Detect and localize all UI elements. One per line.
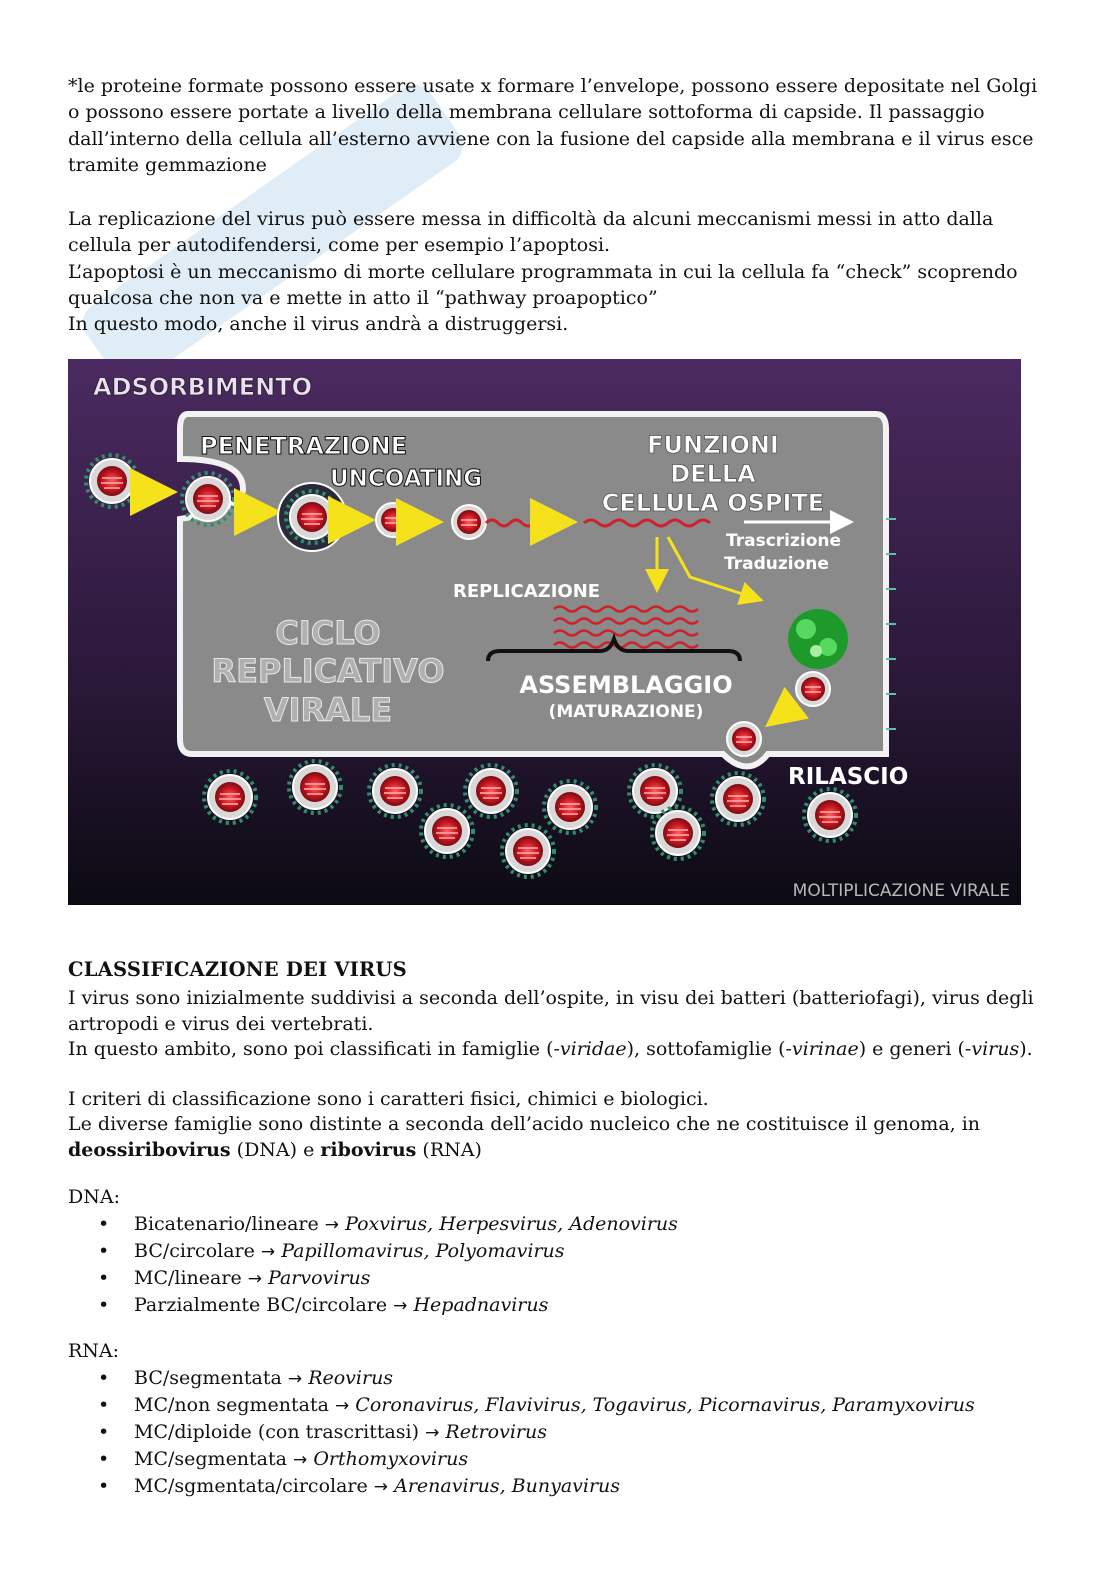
- label-penetrazione: PENETRAZIONE: [200, 432, 408, 460]
- list-item: • MC/segmentata → Orthomyxovirus: [68, 1446, 975, 1473]
- list-item: • MC/sgmentata/circolare → Arenavirus, Bunyavirus: [68, 1473, 975, 1500]
- rna-label: RNA:: [68, 1340, 120, 1362]
- list-item: • MC/lineare → Parvovirus: [68, 1265, 678, 1292]
- list-item: • MC/diploide (con trascrittasi) → Retrovirus: [68, 1419, 975, 1446]
- label-rilascio: RILASCIO: [788, 764, 909, 790]
- label-adsorbimento: ADSORBIMENTO: [93, 373, 313, 401]
- intro-paragraph-2: La replicazione del virus può essere messa in difficoltà da alcuni meccanismi messi in atto dalla cellula per autodifendersi, come per esempio l’apoptosi.: [68, 208, 994, 257]
- viral-proteins: [788, 609, 848, 669]
- label-replicativo: REPLICATIVO: [211, 652, 445, 690]
- intro-paragraph-1: *le proteine formate possono essere usate x formare l’envelope, possono essere depositate nel Golgi o possono essere portate a livello della membrana cellulare sottoforma di capside. Il passaggio dall’interno della cellula all’esterno avviene con la fusione del capside alla membrana e il virus esce tramite gemmazione: [68, 75, 1038, 176]
- classification-line-4: Le diverse famiglie sono distinte a seconda dell’acido nucleico che ne costituisce il genoma, in deossiribovirus (DNA) e ribovirus (RNA): [68, 1113, 981, 1162]
- label-funzioni: FUNZIONI: [647, 431, 779, 459]
- label-della: DELLA: [670, 460, 756, 488]
- list-item: • MC/non segmentata → Coronavirus, Flavivirus, Togavirus, Picornavirus, Paramyxovirus: [68, 1392, 975, 1419]
- classification-line-3: I criteri di classificazione sono i caratteri fisici, chimici e biologici.: [68, 1088, 709, 1110]
- label-replicazione: REPLICAZIONE: [453, 581, 601, 602]
- label-maturazione: (MATURAZIONE): [548, 702, 704, 722]
- label-traduzione: Traduzione: [724, 554, 829, 574]
- genome-release: [452, 505, 486, 539]
- list-item: • BC/segmentata → Reovirus: [68, 1365, 975, 1392]
- rna-list: [68, 1365, 975, 1500]
- budding-virion: [727, 722, 761, 756]
- label-uncoating: UNCOATING: [330, 466, 483, 492]
- label-assemblaggio: ASSEMBLAGGIO: [519, 671, 733, 699]
- label-ciclo: CICLO: [275, 614, 381, 652]
- classification-heading: CLASSIFICAZIONE DEI VIRUS: [68, 958, 407, 981]
- assembled-virion: [796, 672, 830, 706]
- intro-paragraph-4: In questo modo, anche il virus andrà a distruggersi.: [68, 313, 569, 335]
- virion-in-vesicle: [278, 483, 346, 551]
- label-virale: VIRALE: [263, 691, 393, 729]
- capsid-uncoating: [376, 503, 410, 537]
- intro-paragraph-3: L’apoptosi è un meccanismo di morte cellulare programmata in cui la cellula fa “check” scoprendo qualcosa che non va e mette in atto il “pathway proapoptico”: [68, 261, 1018, 310]
- dna-list: [68, 1211, 678, 1319]
- list-item: • BC/circolare → Papillomavirus, Polyomavirus: [68, 1238, 678, 1265]
- label-cellula-ospite: CELLULA OSPITE: [601, 489, 825, 517]
- list-item: • Parzialmente BC/circolare → Hepadnavirus: [68, 1292, 678, 1319]
- dna-label: DNA:: [68, 1186, 120, 1208]
- viral-replication-figure: [68, 359, 1021, 905]
- label-trascrizione: Trascrizione: [726, 531, 842, 551]
- figure-caption: MOLTIPLICAZIONE VIRALE: [792, 881, 1010, 901]
- list-item: • Bicatenario/lineare → Poxvirus, Herpesvirus, Adenovirus: [68, 1211, 678, 1238]
- classification-line-2: In questo ambito, sono poi classificati in famiglie (-viridae), sottofamiglie (-virinae) e generi (-virus).: [68, 1038, 1033, 1060]
- classification-line-1: I virus sono inizialmente suddivisi a seconda dell’ospite, in visu dei batteri (batteriofagi), virus degli artropodi e virus dei vertebrati.: [68, 987, 1034, 1036]
